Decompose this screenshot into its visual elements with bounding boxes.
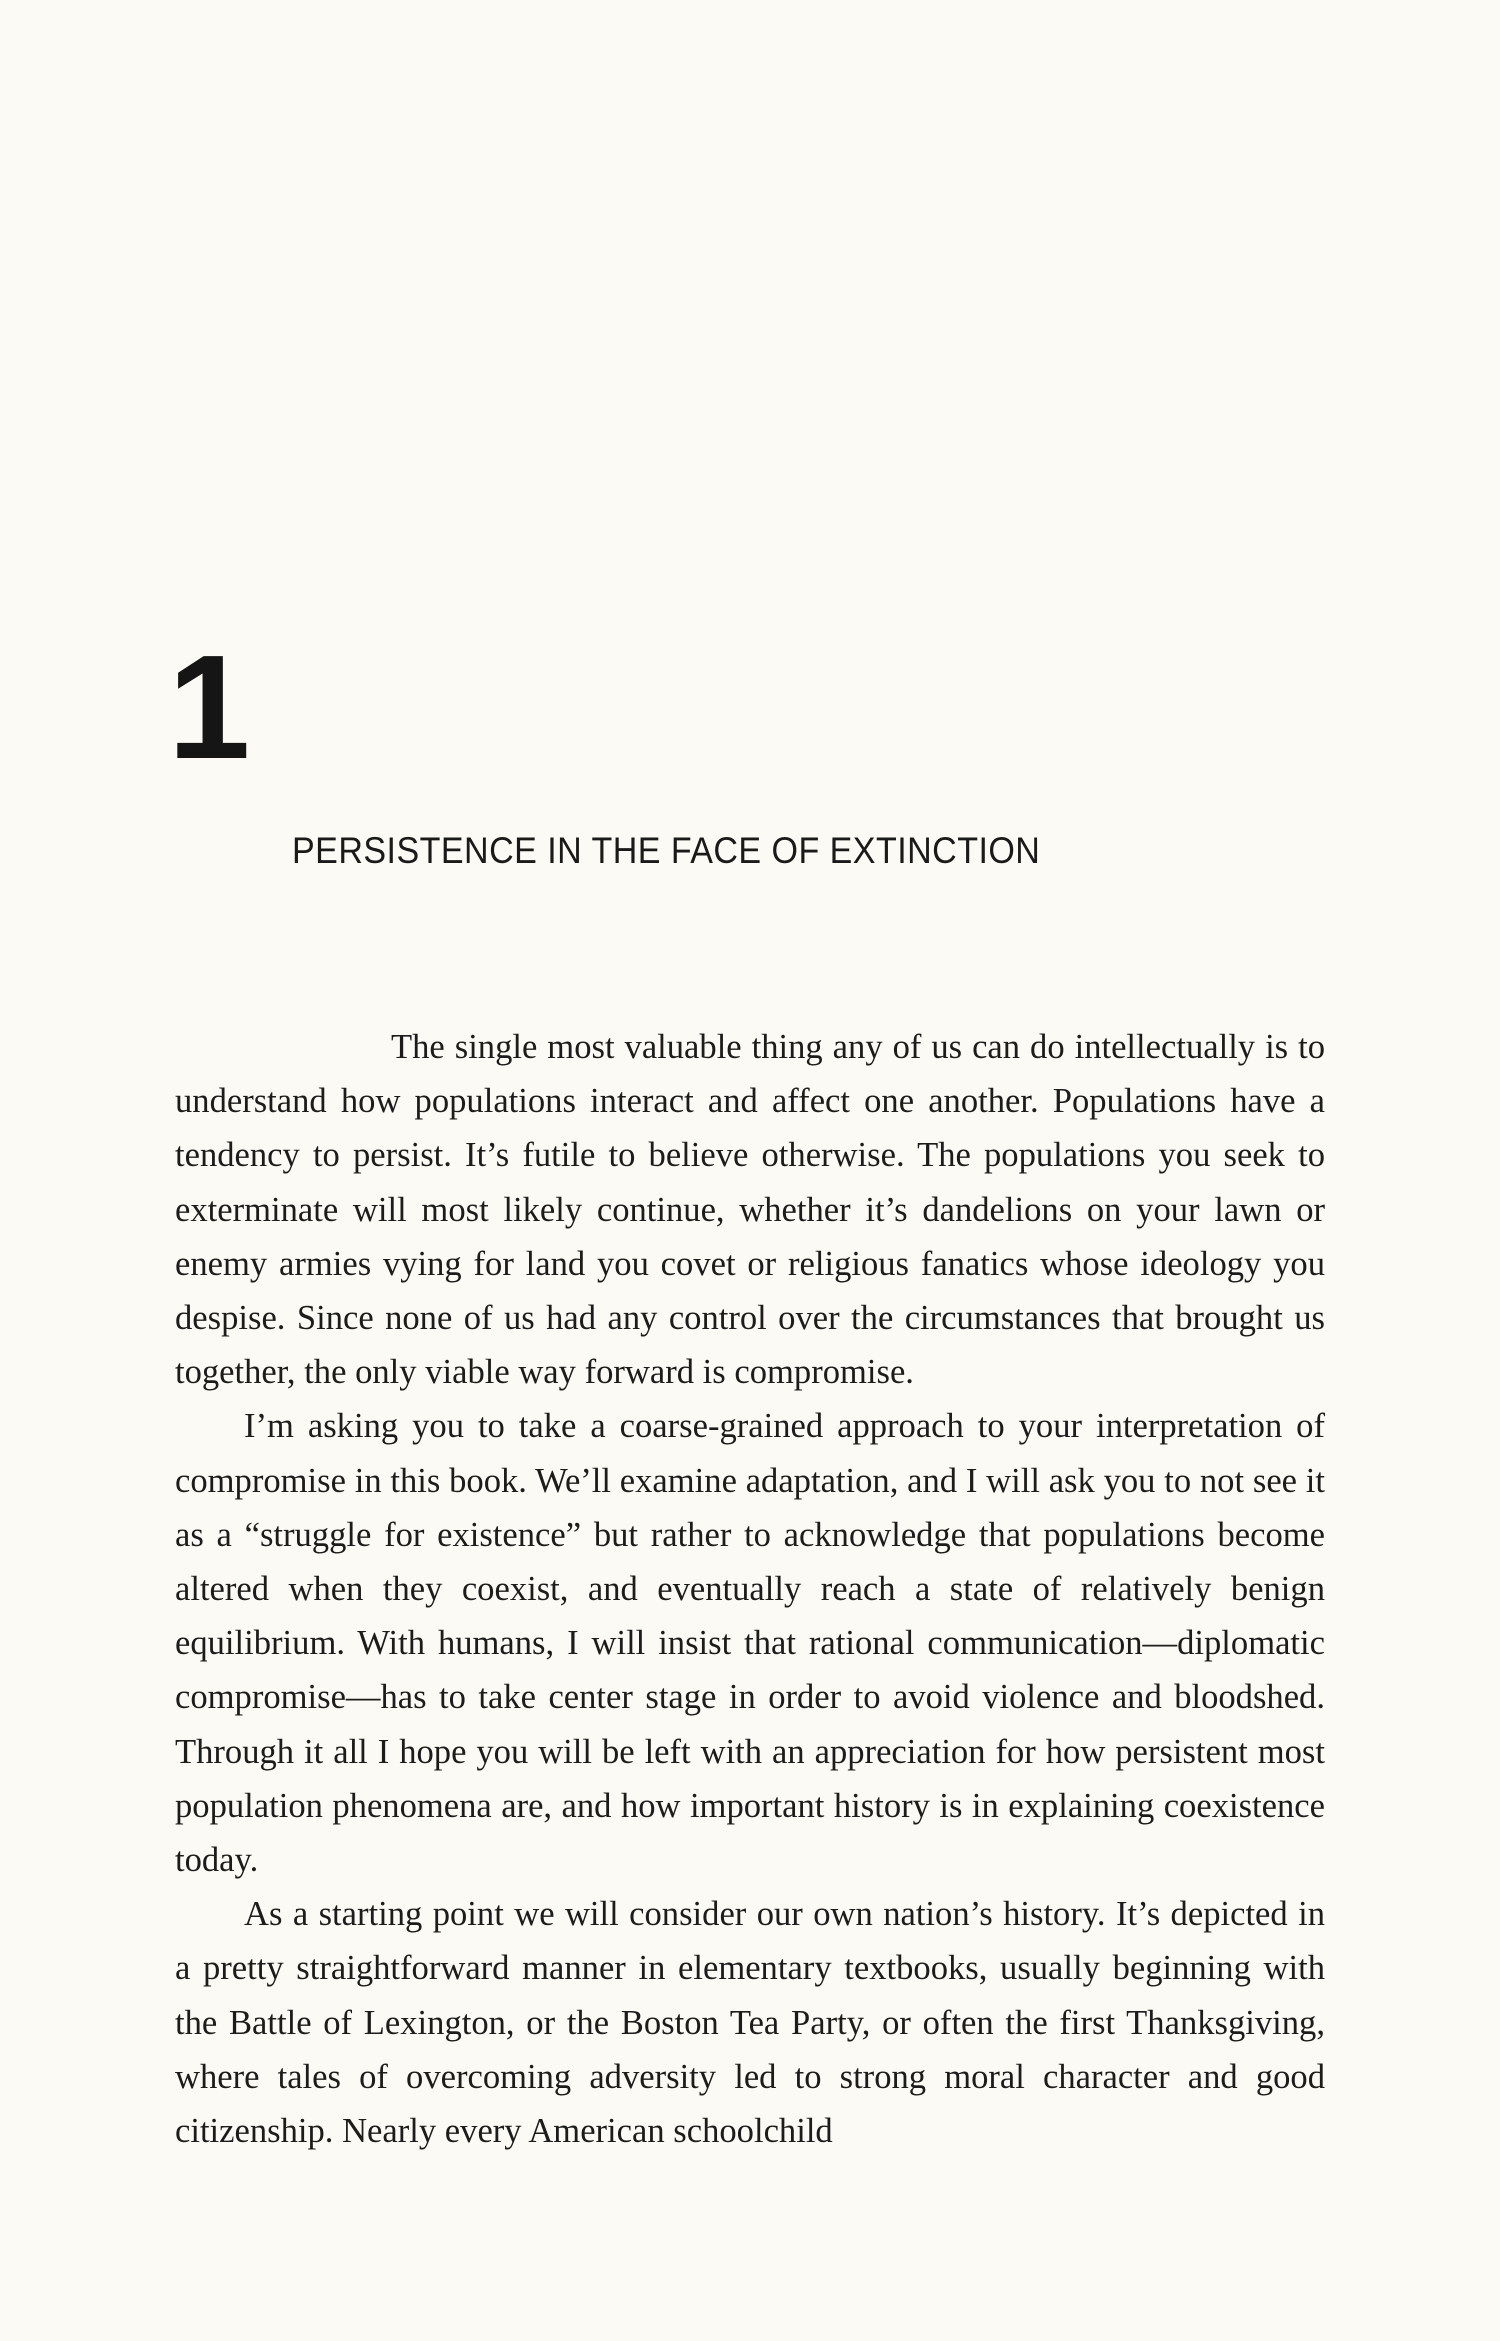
chapter-title: PERSISTENCE IN THE FACE OF EXTINCTION: [292, 830, 1041, 871]
paragraph-2: I’m asking you to take a coarse-grained approach to your interpretation of compromise in this book. We’ll examine adaptation, and I will ask you to not see it as a “struggle for existence” but rather to acknowledge that populations become altered when they coexist, and eventually reach a state of relatively benign equilibrium. With humans, I will insist that rational communication—diplomatic compromise—has to take center stage in order to avoid violence and bloodshed. Through it all I hope you will be left with an appreciation for how persistent most population phenomena are, and how important history is in explaining coexistence today.: [175, 1407, 1325, 1880]
chapter-number: 1: [168, 625, 249, 790]
paragraph-1: The single most valuable thing any of us can do intellectually is to understand how populations interact and affect one another. Populations have a tendency to persist. It’s futile to believe otherwise. The populations you seek to exterminate will most likely continue, whether it’s dandelions on your lawn or enemy armies vying for land you covet or religious fanatics whose ideology you despise. Since none of us had any control over the circumstances that brought us together, the only viable way forward is compromise.: [175, 1028, 1325, 1392]
chapter-body: [175, 1020, 1325, 2158]
paragraph-3: As a starting point we will consider our own nation’s history. It’s depicted in a pretty straightforward manner in elementary textbooks, usually beginning with the Battle of Lexington, or the Boston Tea Party, or often the first Thanksgiving, where tales of overcoming adversity led to strong moral character and good citizenship. Nearly every American schoolchild: [175, 1895, 1325, 2151]
